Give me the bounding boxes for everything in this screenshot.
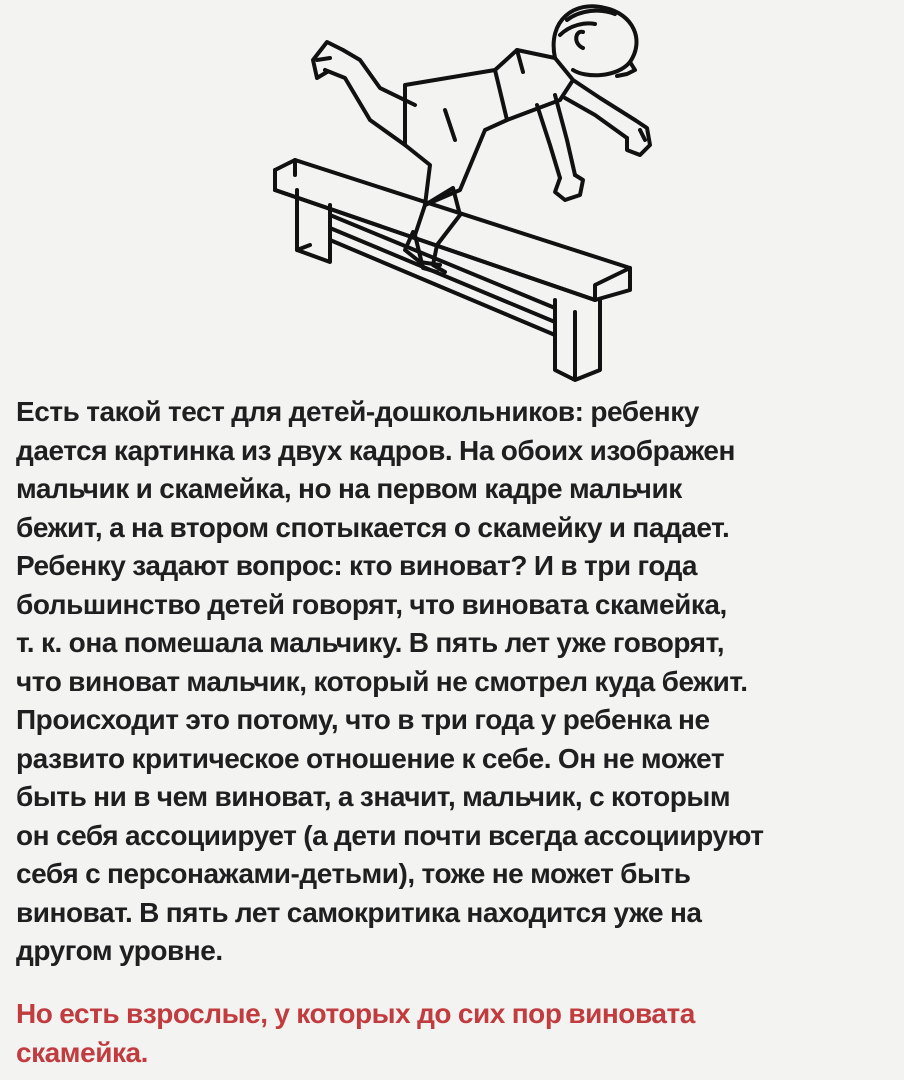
punchline-line: скамейка. [16,1036,148,1068]
story-line: Ребенку задают вопрос: кто виноват? И в три года [16,550,698,581]
story-line: что виноват мальчик, который не смотрел куда бежит. [16,665,748,697]
story-line: большинство детей говорят, что виновата скамейка, [16,588,727,620]
story-line: быть ни в чем виноват, а значит, мальчик, с которым [16,781,731,812]
story-line: себя с персонажами-детьми), тоже не может быть [16,858,691,889]
story-line: т. к. она помешала мальчику. В пять лет уже говорят, [16,627,725,658]
story-line: другом уровне. [16,935,223,966]
story-line: виноват. В пять лет самокритика находится уже на [16,896,702,928]
story-line: бежит, а на втором спотыкается о скамейку и падает. [16,511,730,543]
punchline-text [16,995,896,1072]
punchline-line: Но есть взрослые, у которых до сих пор виновата [16,998,695,1029]
story-line: мальчик и скамейка, но на первом кадре мальчик [16,473,682,504]
story-line: Происходит это потому, что в три года у ребенка не [16,704,710,735]
story-line: дается картинка из двух кадров. На обоих изображен [16,434,736,466]
story-text [16,393,896,971]
boy-tripping-over-bench-icon [255,0,655,395]
story-line: развито критическое отношение к себе. Он не может [16,742,725,774]
boy-tripping-over-bench-illustration [255,0,655,395]
story-line: он себя ассоциирует (а дети почти всегда ассоциируют [16,819,764,851]
story-line: Есть такой тест для детей-дошкольников: ребенку [16,396,699,427]
